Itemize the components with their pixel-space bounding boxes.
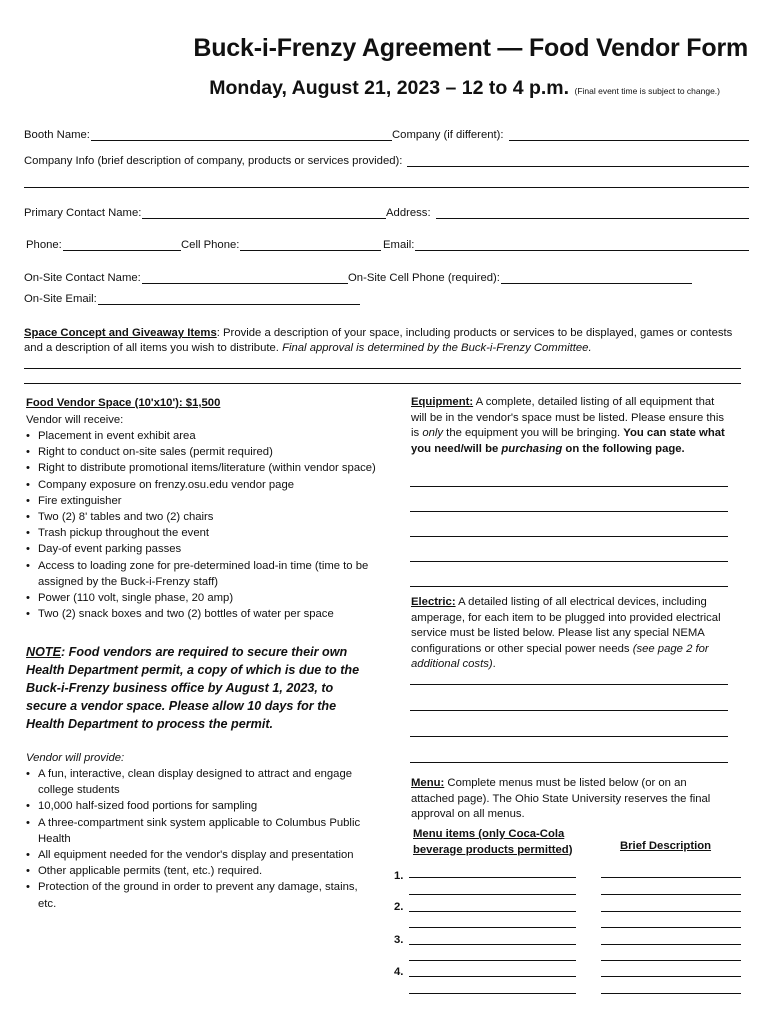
vendor-receive-item: • Two (2) snack boxes and two (2) bottles of water per space (26, 606, 386, 622)
equipment-line-4[interactable] (410, 561, 728, 562)
vendor-receive-item: • Right to conduct on-site sales (permit required) (26, 444, 386, 460)
onsite-email-label: On-Site Email: (24, 293, 97, 305)
company-info-label: Company Info (brief description of company, products or services provided): (24, 155, 403, 167)
equipment-heading: Equipment: (411, 396, 474, 408)
vendor-provide-item: • All equipment needed for the vendor's display and presentation (26, 847, 366, 863)
vendor-receive-item: • Two (2) 8' tables and two (2) chairs (26, 509, 386, 525)
vendor-space-section (26, 396, 386, 622)
vendor-receive-item: • Power (110 volt, single phase, 20 amp) (26, 590, 386, 606)
vendor-provide-item: • 10,000 half-sized food portions for sampling (26, 798, 366, 814)
vendor-provide-item: • A fun, interactive, clean display designed to attract and engage college students (26, 766, 366, 798)
company-info-field (24, 154, 749, 167)
booth-name-field (24, 128, 392, 141)
company-info-line-2[interactable] (24, 187, 749, 188)
electric-text: A detailed listing of all electrical devices, including amperage, for each item to be plugged into provided electrical service must be listed below. Please list any special NEMA configurations or other special power needs (411, 596, 721, 655)
vendor-provide-item: • A three-compartment sink system applicable to Columbus Public Health (26, 815, 366, 847)
menu-item-line-2a[interactable] (409, 911, 576, 912)
menu-desc-header: Brief Description (620, 840, 712, 852)
onsite-contact-label: On-Site Contact Name: (24, 272, 141, 284)
equipment-purchasing: purchasing (501, 442, 563, 455)
phone-field (26, 238, 181, 251)
equipment-line-1[interactable] (410, 486, 728, 487)
address-label: Address: (386, 207, 431, 219)
menu-item-line-3a[interactable] (409, 944, 576, 945)
electric-note: (see page 2 for additional costs) (411, 642, 709, 671)
booth-name-input[interactable] (91, 128, 392, 141)
note-label: NOTE (26, 645, 61, 659)
menu-number-2: 2. (394, 901, 404, 913)
company-field (392, 128, 749, 141)
menu-item-line-4a[interactable] (409, 976, 576, 977)
space-concept-text-2: and a description of all items you wish to distribute. (24, 342, 283, 354)
vendor-provide-label: Vendor will provide: (26, 752, 125, 764)
equipment-line-2[interactable] (410, 511, 728, 512)
menu-items-header-text: Menu items (only Coca-Cola beverage products permitted (413, 828, 569, 856)
vendor-receive-item: • Company exposure on frenzy.osu.edu vendor page (26, 477, 386, 493)
menu-item-line-2b[interactable] (409, 927, 576, 928)
equipment-line-5[interactable] (410, 586, 728, 587)
electric-line-1[interactable] (410, 684, 728, 685)
vendor-receive-item: • Access to loading zone for pre-determined load-in time (time to be assigned by the Buck-i-Frenzy staff) (26, 558, 386, 590)
vendor-provide-item: • Protection of the ground in order to prevent any damage, stains, etc. (26, 879, 366, 911)
vendor-receive-item: • Placement in event exhibit area (26, 428, 386, 444)
company-input[interactable] (509, 128, 749, 141)
cell-phone-label: Cell Phone: (181, 239, 240, 251)
menu-item-line-1a[interactable] (409, 877, 576, 878)
event-time-note: (Final event time is subject to change.) (574, 86, 720, 96)
vendor-provide-list (26, 766, 366, 912)
menu-item-line-4b[interactable] (409, 993, 576, 994)
vendor-receive-item: • Fire extinguisher (26, 493, 386, 509)
note-text: : Food vendors are required to secure their own Health Department permit, a copy of which is due to the Buck-i-Frenzy business office by August 1, 2023, to secure a vendor space. Please allow 10 days for the Health Department to process the permit. (26, 645, 360, 731)
equipment-text-1: A complete, detailed listing of all equipment that will be in the vendor's space must be listed. Please ensure this is (411, 396, 724, 440)
menu-desc-line-1b[interactable] (601, 894, 741, 895)
menu-item-line-3b[interactable] (409, 960, 576, 961)
menu-items-header (413, 827, 593, 858)
menu-desc-line-3a[interactable] (601, 944, 741, 945)
electric-section (411, 595, 727, 673)
electric-heading: Electric: (411, 596, 456, 608)
menu-desc-line-1a[interactable] (601, 877, 741, 878)
form-title: Buck-i-Frenzy Agreement — Food Vendor Form (193, 34, 748, 62)
equipment-section (411, 395, 733, 457)
electric-end: . (492, 658, 496, 671)
electric-line-2[interactable] (410, 710, 728, 711)
equipment-bold-2: on the following page. (562, 442, 685, 455)
space-concept-heading: Space Concept and Giveaway Items (24, 327, 217, 339)
onsite-email-input[interactable] (98, 292, 360, 305)
menu-item-line-1b[interactable] (409, 894, 576, 895)
address-input[interactable] (436, 206, 749, 219)
equipment-text-2: the equipment you will be bringing. (443, 427, 621, 440)
menu-section (411, 776, 727, 823)
cell-phone-field (181, 238, 381, 251)
menu-desc-line-3b[interactable] (601, 960, 741, 961)
electric-line-3[interactable] (410, 736, 728, 737)
phone-input[interactable] (63, 238, 181, 251)
onsite-email-field (24, 292, 360, 305)
onsite-contact-input[interactable] (142, 271, 348, 284)
equipment-bold-1: You can state what you need/will be (411, 427, 725, 455)
space-concept-line-2[interactable] (24, 383, 741, 384)
menu-desc-line-2a[interactable] (601, 911, 741, 912)
space-concept-line-1[interactable] (24, 368, 741, 369)
onsite-cell-label: On-Site Cell Phone (required): (348, 272, 500, 284)
menu-desc-line-4a[interactable] (601, 976, 741, 977)
booth-name-label: Booth Name: (24, 129, 90, 141)
vendor-receive-label: Vendor will receive: (26, 414, 124, 426)
menu-number-1: 1. (394, 870, 404, 882)
equipment-line-3[interactable] (410, 536, 728, 537)
space-concept-text: : Provide a description of your space, including products or services to be displayed, games or contests (216, 327, 733, 339)
email-field (383, 238, 749, 251)
vendor-space-heading: Food Vendor Space (10'x10'): $1,500 (26, 397, 221, 409)
vendor-receive-list (26, 428, 386, 622)
menu-desc-line-4b[interactable] (601, 993, 741, 994)
electric-line-4[interactable] (410, 762, 728, 763)
primary-contact-label: Primary Contact Name: (24, 207, 142, 219)
menu-number-4: 4. (394, 966, 404, 978)
company-info-input[interactable] (407, 154, 749, 167)
email-label: Email: (383, 239, 415, 251)
primary-contact-input[interactable] (142, 206, 386, 219)
menu-items-header-end: ) (568, 843, 573, 856)
event-date (0, 77, 720, 100)
vendor-provide-item: • Other applicable permits (tent, etc.) required. (26, 863, 366, 879)
onsite-cell-input[interactable] (501, 271, 692, 284)
space-concept-approval: Final approval is determined by the Buck-i-Frenzy Committee. (282, 342, 592, 354)
email-input[interactable] (415, 238, 749, 251)
address-field (386, 206, 749, 219)
menu-text: Complete menus must be listed below (or on an attached page). The Ohio State University reserves the final approval on all menus. (411, 777, 711, 821)
vendor-provide-section (26, 750, 366, 912)
onsite-cell-field (348, 271, 692, 284)
cell-phone-input[interactable] (240, 238, 381, 251)
phone-label: Phone: (26, 239, 62, 251)
vendor-receive-item: • Trash pickup throughout the event (26, 525, 386, 541)
menu-desc-line-2b[interactable] (601, 927, 741, 928)
onsite-contact-field (24, 271, 348, 284)
company-label: Company (if different): (392, 129, 504, 141)
menu-heading: Menu: (411, 777, 445, 789)
primary-contact-field (24, 206, 386, 219)
vendor-receive-item: • Day-of event parking passes (26, 541, 386, 557)
space-concept-section (24, 326, 754, 356)
vendor-receive-item: • Right to distribute promotional items/literature (within vendor space) (26, 460, 386, 476)
health-permit-note (26, 643, 366, 733)
event-date-text: Monday, August 21, 2023 – 12 to 4 p.m. (209, 77, 570, 99)
equipment-only: only (422, 427, 444, 440)
menu-number-3: 3. (394, 934, 404, 946)
